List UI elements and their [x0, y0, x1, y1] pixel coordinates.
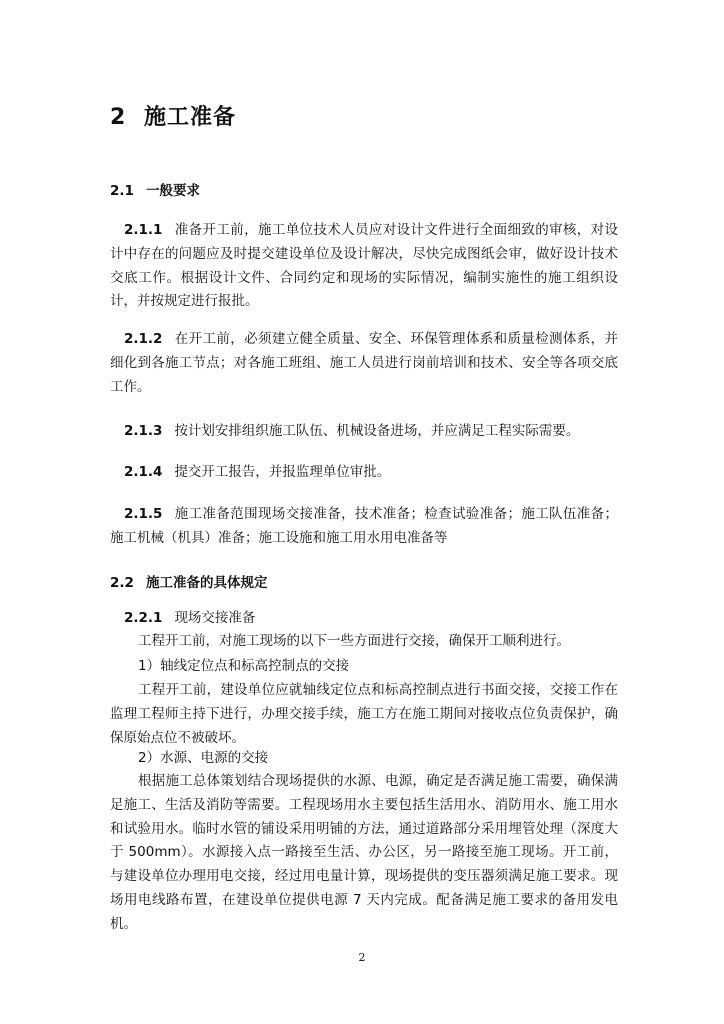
item-2-text: 根据施工总体策划结合现场提供的水源、电源，确定是否满足施工需要，确保满足施工、生活及消防等需要。工程现场用水主要包括生活用水、消防用水、施工用水和试验用水。临时水管的铺设采用明铺的方法，通过道路部分采用埋管处理（深度大于 500mm）。水源接入点一路接至生活、办公区，另一路接至施工现场。开工前，与建设单位办理用电交接，经过用电量计算，现场提供的变压器须满足施工要求。现场用电线路布置，在建设单位提供电源 7 天内完成。配备满足施工要求的备用发电机。: [110, 773, 618, 932]
chapter-heading: [110, 100, 236, 131]
section-number: 2.2: [110, 575, 134, 591]
clause-text: 在开工前，必须建立健全质量、安全、环保管理体系和质量检测体系，并细化到各施工节点；对各施工班组、施工人员进行岗前培训和技术、安全等各项交底工作。: [110, 331, 618, 395]
item-1-text: 工程开工前，建设单位应就轴线定位点和标高控制点进行书面交接，交接工作在监理工程师主持下进行，办理交接手续，施工方在施工期间对接收点位负责保护，确保原始点位不被破坏。: [110, 682, 618, 746]
clause-2-1-1: [110, 219, 618, 314]
clause-number: 2.1.1: [124, 222, 163, 238]
item-1-title: 1）轴线定位点和标高控制点的交接: [138, 658, 350, 674]
clause-2-1-5: [110, 503, 618, 551]
clause-text: 施工准备范围现场交接准备，技术准备；检查试验准备；施工队伍准备；施工机械（机具）准备；施工设施和施工用水用电准备等: [110, 506, 618, 546]
clause-number: 2.2.1: [124, 610, 163, 626]
clause-number: 2.1.5: [124, 506, 163, 522]
section-number: 2.1: [110, 183, 134, 199]
clause-number: 2.1.4: [124, 464, 163, 480]
clause-text: 提交开工报告，并报监理单位审批。: [174, 464, 391, 480]
item-2-title: 2）水源、电源的交接: [138, 750, 269, 766]
chapter-title: 施工准备: [144, 105, 237, 130]
section-2-1-heading: [110, 179, 200, 199]
clause-title: 现场交接准备: [174, 610, 256, 626]
clause-text: 按计划安排组织施工队伍、机械设备进场，并应满足工程实际需要。: [174, 423, 580, 439]
clause-number: 2.1.3: [124, 423, 163, 439]
page-number: 2: [358, 951, 366, 964]
chapter-number: 2: [110, 105, 127, 130]
clause-2-1-3: [110, 420, 618, 444]
clause-2-1-2: [110, 328, 618, 399]
clause-text: 准备开工前，施工单位技术人员应对设计文件进行全面细致的审核，对设计中存在的问题应及时提交建设单位及设计解决，尽快完成图纸会审，做好设计技术交底工作。根据设计文件、合同约定和现场的实际情况，编制实施性的施工组织设计，并按规定进行报批。: [110, 222, 618, 310]
section-title: 一般要求: [146, 183, 200, 199]
clause-2-1-4: [110, 461, 618, 485]
intro-text: 工程开工前，对施工现场的以下一些方面进行交接，确保开工顺利进行。: [138, 633, 570, 649]
clause-2-2-1-heading: [110, 607, 618, 631]
section-title: 施工准备的具体规定: [146, 575, 268, 591]
clause-number: 2.1.2: [124, 331, 163, 347]
section-2-2-heading: [110, 571, 268, 591]
